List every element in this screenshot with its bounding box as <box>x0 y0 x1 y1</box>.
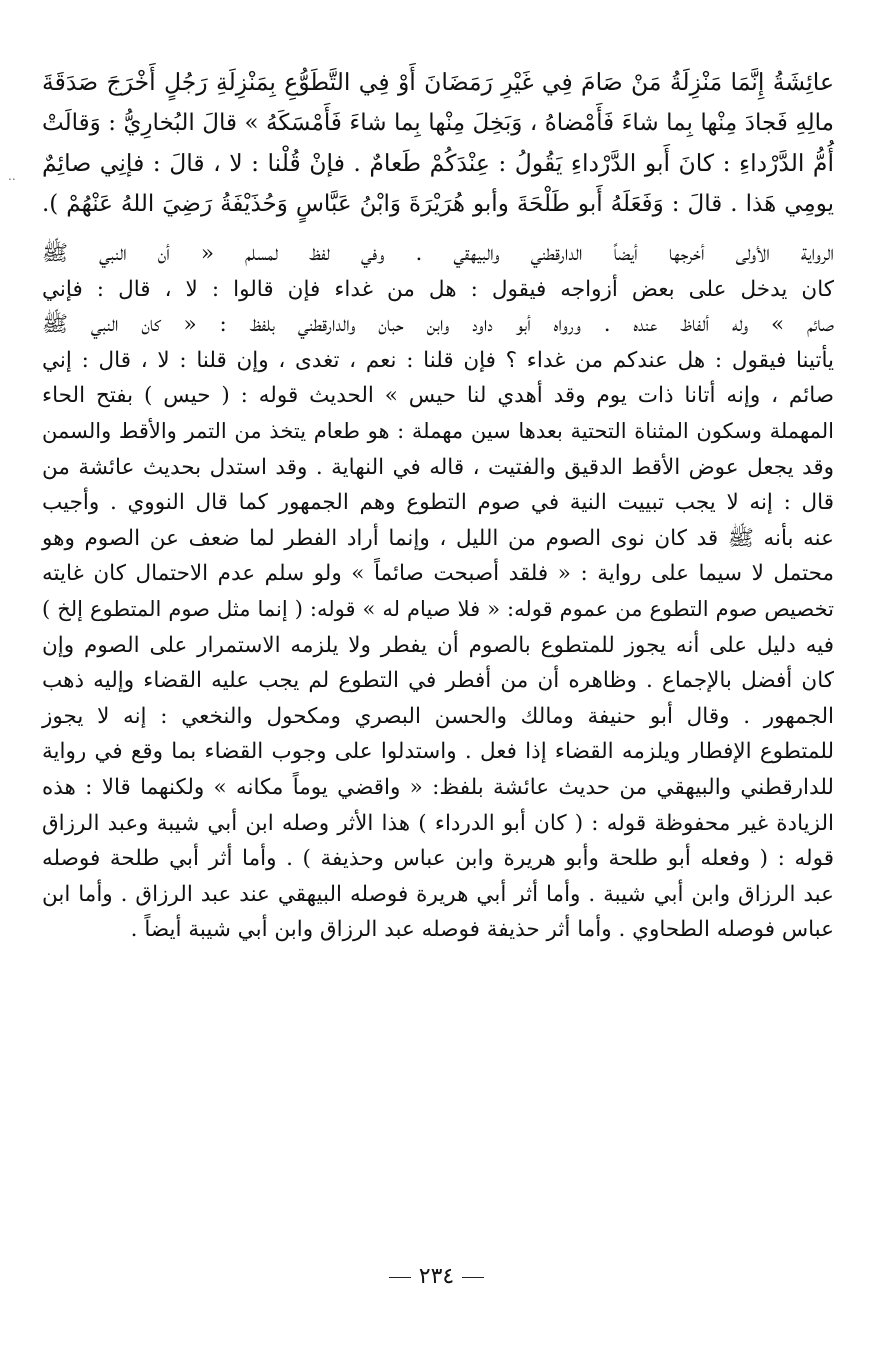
hadith-line: عائِشَةُ إِنَّمَا مَنْزِلَةُ مَنْ صَامَ فِي غَيْرِ رَمَضَانَ أَوْ فِي التَّطَوُّعِ بِمَنْزِلَةِ رَجُلٍ أَخْرَجَ صَدَقَةَ <box>42 68 834 96</box>
commentary-line: كان يدخل على بعض أزواجه فيقول : هل من غداء فإن قالوا : لا ، قال : فإني <box>42 276 834 302</box>
commentary-line: الرواية الأولى أخرجها أيضاً الدارقطني والبيهقي . وفي لفظ لمسلم « أن النبي ﷺ <box>42 241 834 266</box>
page-number: ٢٣٤ <box>418 1264 455 1289</box>
footer-dash <box>462 1277 484 1278</box>
footer-dash <box>389 1277 411 1278</box>
page-footer <box>0 1262 873 1292</box>
commentary-line: عباس فوصله الطحاوي . وأما أثر حذيفة فوصله عبد الرزاق وابن أبي شيبة أيضاً . <box>130 917 834 943</box>
commentary-line: عبد الرزاق وابن أبي شيبة . وأما أثر أبي هريرة فوصله البيهقي عند عبد الرزاق . وأما ابن <box>42 881 834 907</box>
commentary-line: يأتينا فيقول : هل عندكم من غداء ؟ فإن قلنا : نعم ، تغدى ، وإن قلنا : لا ، قال : إني <box>42 347 834 373</box>
margin-mark: .. <box>8 169 16 183</box>
commentary-line: محتمل لا سيما على رواية : « فلقد أصبحت صائماً » ولو سلم عدم الاحتمال كان غايته <box>42 561 834 587</box>
commentary-text <box>42 236 834 948</box>
commentary-line: قال : إنه لا يجب تبييت النية في صوم التطوع وهم الجمهور كما قال النووي . وأجيب <box>42 490 834 516</box>
commentary-line: قوله : ( وفعله أبو طلحة وأبو هريرة وابن عباس وحذيفة ) . وأما أثر أبي طلحة فوصله <box>42 846 834 872</box>
page-body <box>42 62 834 948</box>
commentary-line: المهملة وسكون المثناة التحتية بعدها سين مهملة : هو طعام يتخذ من التمر والأقط والسمن <box>42 418 834 443</box>
commentary-line: وقد يجعل عوض الأقط الدقيق والفتيت ، قاله في النهاية . وقد استدل بحديث عائشة من <box>42 454 834 480</box>
commentary-line: للدارقطني والبيهقي من حديث عائشة بلفظ: « واقضي يوماً مكانه » ولكنهما قالا : هذه <box>42 774 834 800</box>
commentary-line: فيه دليل على أنه يجوز للمتطوع بالصوم أن يفطر ولا يلزمه الاستمرار على الصوم وإن <box>42 632 834 658</box>
hadith-line: مالِهِ فَجادَ مِنْها بِما شاءَ فَأَمْضاهُ ، وَبَخِلَ مِنْها بِما شاءَ فَأَمْسَكَهُ » قالَ البُخارِيُّ : وَقالَتْ <box>42 109 834 136</box>
commentary-line: كان أفضل بالإجماع . وظاهره أن من أفطر في التطوع لم يجب عليه القضاء وإليه ذهب <box>42 668 834 694</box>
commentary-line: تخصيص صوم التطوع من عموم قوله: « فلا صيام له » قوله: ( إنما مثل صوم المتطوع إلخ ) <box>42 596 834 621</box>
hadith-line: أُمُّ الدَّرْداءِ : كانَ أَبو الدَّرْداءِ يَقُولُ : عِنْدَكُمْ طَعامٌ . فإنْ قُلْنا : لا ، قالَ : فإنِي صائِمٌ <box>42 149 834 177</box>
commentary-line: عنه بأنه ﷺ قد كان نوى الصوم من الليل ، وإنما أراد الفطر لما ضعف عن الصوم وهو <box>42 525 834 551</box>
commentary-line: صائم ، وإنه أتانا ذات يوم وقد أهدي لنا حيس » الحديث قوله : ( حيس ) بفتح الحاء <box>42 383 834 409</box>
commentary-line: صائم » وله ألفاظ عنده . ورواه أبو داود وابن حبان والدارقطني بلفظ : « كان النبي ﷺ <box>42 312 834 338</box>
hadith-text <box>42 62 834 224</box>
commentary-line: الزيادة غير محفوظة قوله : ( كان أبو الدرداء ) هذا الأثر وصله ابن أبي شيبة وعبد الرزاق <box>42 810 834 836</box>
hadith-line: يومِي هَذا . قالَ : وَفَعَلَهُ أَبو طَلْحَةَ وأبو هُرَيْرَةَ وَابْنُ عَبَّاسٍ وَحُذَيْفَةُ رَضِيَ اللهُ عَنْهُمْ ). <box>42 190 834 217</box>
commentary-line: للمتطوع الإفطار ويلزمه القضاء إذا فعل . واستدلوا على وجوب القضاء بما وقع في رواية <box>42 739 834 765</box>
commentary-line: الجمهور . وقال أبو حنيفة ومالك والحسن البصري ومكحول والنخعي : إنه لا يجوز <box>42 703 834 729</box>
